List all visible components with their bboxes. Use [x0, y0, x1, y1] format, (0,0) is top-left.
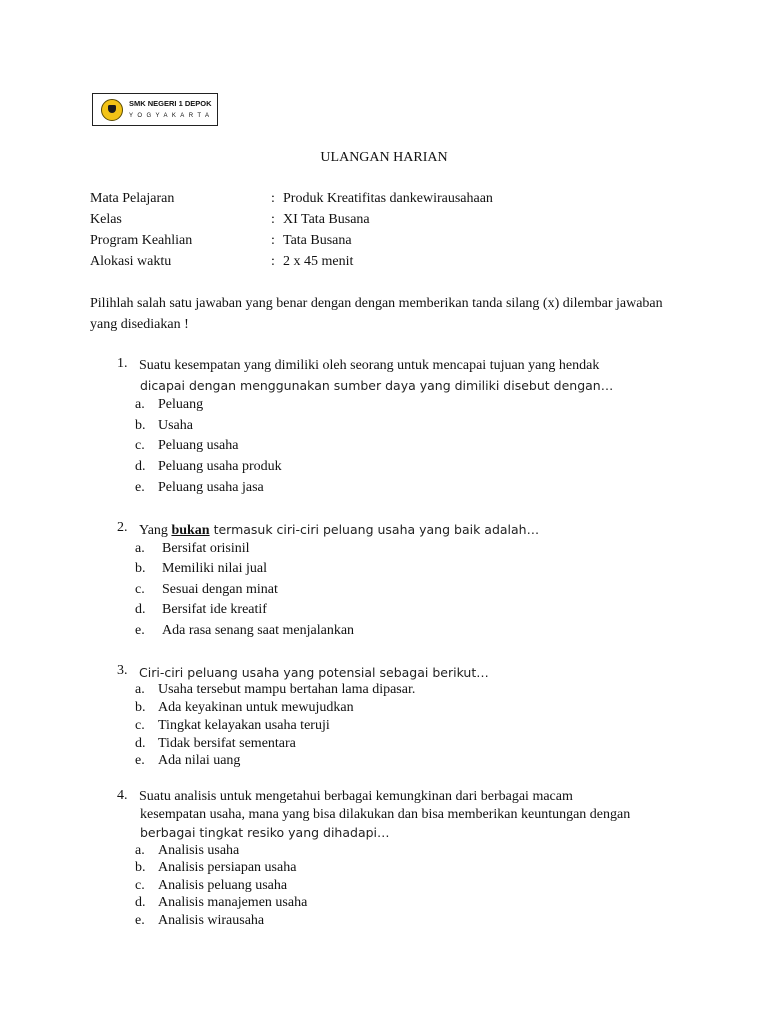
instruction-text: Pilihlah salah satu jawaban yang benar dengan dengan memberikan tanda silang (x) dilembar jawaban yang disediakan ! — [90, 296, 663, 332]
option-text: Ada keyakinan untuk mewujudkan — [158, 700, 354, 715]
question-stem — [139, 520, 679, 541]
stem-emphasis: bukan — [171, 523, 210, 538]
meta-separator: : — [271, 254, 275, 269]
option-text: Peluang usaha jasa — [158, 480, 264, 495]
option-text: Analisis usaha — [158, 843, 240, 858]
option-letter: d. — [135, 736, 146, 751]
meta-value: XI Tata Busana — [283, 212, 370, 227]
option-letter: d. — [135, 459, 146, 474]
option-letter: b. — [135, 418, 146, 433]
meta-value: Produk Kreatifitas dankewirausahaan — [283, 191, 493, 206]
option-text: Ada rasa senang saat menjalankan — [162, 623, 355, 638]
option-letter: c. — [135, 438, 145, 453]
school-logo — [92, 93, 218, 126]
meta-label: Mata Pelajaran — [90, 191, 175, 206]
option-text: Memiliki nilai jual — [162, 561, 267, 576]
option-letter: b. — [135, 561, 146, 576]
option-letter: e. — [135, 480, 145, 495]
option-text: Bersifat orisinil — [162, 541, 250, 556]
option-letter: d. — [135, 602, 146, 617]
option-text: Peluang usaha — [158, 438, 239, 453]
option-text: Peluang usaha produk — [158, 459, 282, 474]
option-text: Tidak bersifat sementara — [158, 736, 296, 751]
stem-line: Ciri-ciri peluang usaha yang potensial sebagai berikut… — [139, 665, 489, 680]
stem-line: Suatu analisis untuk mengetahui berbagai kemungkinan dari berbagai macam — [139, 789, 573, 804]
meta-label: Program Keahlian — [90, 233, 193, 248]
option-letter: a. — [135, 397, 145, 412]
option-letter: e. — [135, 913, 145, 928]
option-letter: e. — [135, 623, 145, 638]
option-text: Sesuai dengan minat — [162, 582, 278, 597]
question-number: 2. — [117, 520, 128, 535]
option-letter: e. — [135, 753, 145, 768]
question-number: 1. — [117, 356, 128, 371]
meta-label: Alokasi waktu — [90, 254, 172, 269]
option-letter: d. — [135, 895, 146, 910]
option-text: Usaha — [158, 418, 193, 433]
option-text: Peluang — [158, 397, 204, 412]
option-text: Ada nilai uang — [158, 753, 241, 768]
meta-value: 2 x 45 menit — [283, 254, 354, 269]
meta-value: Tata Busana — [283, 233, 352, 248]
option-text: Usaha tersebut mampu bertahan lama dipasar. — [158, 682, 416, 697]
school-seal-icon — [101, 99, 123, 121]
page-title: ULANGAN HARIAN — [320, 150, 448, 165]
meta-separator: : — [271, 191, 275, 206]
option-text: Analisis wirausaha — [158, 913, 265, 928]
stem-line: dicapai dengan menggunakan sumber daya yang dimiliki disebut dengan… — [140, 378, 614, 393]
option-letter: a. — [135, 682, 145, 697]
option-text: Analisis manajemen usaha — [158, 895, 308, 910]
stem-line: berbagai tingkat resiko yang dihadapi… — [140, 825, 390, 840]
option-letter: c. — [135, 582, 145, 597]
option-text: Tingkat kelayakan usaha teruji — [158, 718, 330, 733]
option-letter: a. — [135, 843, 145, 858]
stem-line: Suatu kesempatan yang dimiliki oleh seorang untuk mencapai tujuan yang hendak — [139, 358, 600, 373]
logo-school-name: SMK NEGERI 1 DEPOK — [129, 99, 212, 109]
stem-text: termasuk ciri-ciri peluang usaha yang baik adalah… — [209, 522, 540, 537]
meta-separator: : — [271, 212, 275, 227]
option-text: Analisis persiapan usaha — [158, 860, 297, 875]
stem-line: kesempatan usaha, mana yang bisa dilakukan dan bisa memberikan keuntungan dengan — [140, 807, 631, 822]
option-letter: c. — [135, 878, 145, 893]
option-letter: a. — [135, 541, 145, 556]
question-number: 4. — [117, 788, 128, 803]
option-text: Analisis peluang usaha — [158, 878, 288, 893]
question-stem — [139, 356, 679, 396]
question-stem — [139, 663, 679, 683]
meta-label: Kelas — [90, 212, 122, 227]
question-number: 3. — [117, 663, 128, 678]
logo-city: YOGYAKARTA — [129, 112, 214, 119]
option-letter: c. — [135, 718, 145, 733]
stem-text: Yang — [139, 523, 172, 538]
option-text: Bersifat ide kreatif — [162, 602, 267, 617]
question-stem — [139, 788, 679, 842]
option-letter: b. — [135, 700, 146, 715]
meta-separator: : — [271, 233, 275, 248]
option-letter: b. — [135, 860, 146, 875]
